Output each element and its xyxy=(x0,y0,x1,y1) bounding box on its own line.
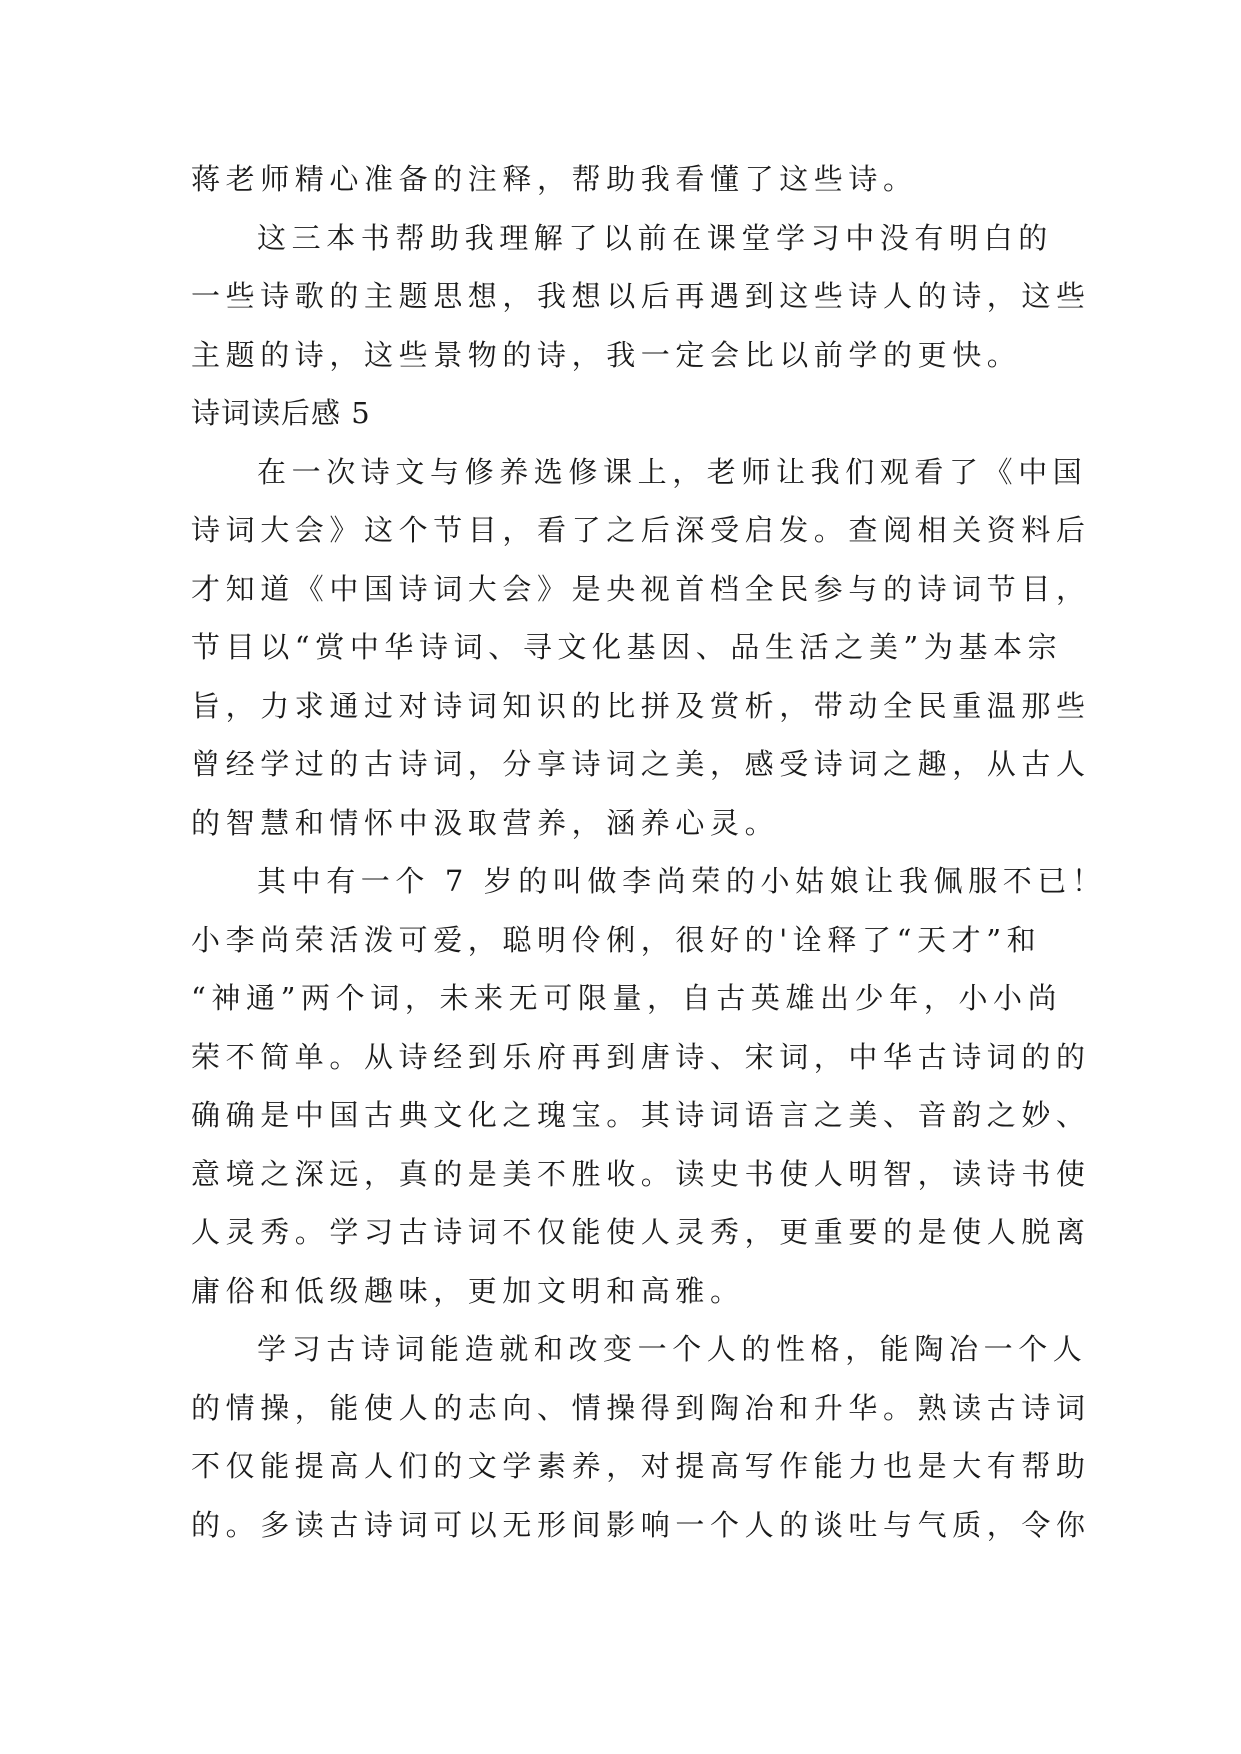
text-line: 确确是中国古典文化之瑰宝。其诗词语言之美、音韵之妙、 xyxy=(191,1098,1091,1132)
section-heading: 诗词读后感 5 xyxy=(191,396,371,430)
text-line: “神通”两个词，未来无可限量，自古英雄出少年，小小尚 xyxy=(191,981,1063,1015)
text-line: 的情操，能使人的志向、情操得到陶冶和升华。熟读古诗词 xyxy=(191,1390,1091,1425)
paragraph-start-line: 学习古诗词能造就和改变一个人的性格，能陶冶一个人 xyxy=(257,1332,1088,1366)
paragraph-start-line: 在一次诗文与修养选修课上，老师让我们观看了《中国 xyxy=(257,454,1088,489)
text-line: 不仅能提高人们的文学素养，对提高写作能力也是大有帮助 xyxy=(191,1449,1091,1483)
text-line: 节目以“赏中华诗词、寻文化基因、品生活之美”为基本宗 xyxy=(191,630,1063,664)
paragraph-start-line: 这三本书帮助我理解了以前在课堂学习中没有明白的 xyxy=(257,220,1053,255)
text-line: 庸俗和低级趣味，更加文明和高雅。 xyxy=(191,1273,745,1308)
text-line: 一些诗歌的主题思想，我想以后再遇到这些诗人的诗，这些 xyxy=(191,279,1091,313)
document-body xyxy=(191,150,1107,1554)
text-line: 荣不简单。从诗经到乐府再到唐诗、宋词，中华古诗词的的 xyxy=(191,1039,1091,1074)
text-line: 意境之深远，真的是美不胜收。读史书使人明智，读诗书使 xyxy=(191,1156,1091,1191)
paragraph-start-line: 其中有一个 7 岁的叫做李尚荣的小姑娘让我佩服不已！ xyxy=(257,864,1107,898)
text-line: 小李尚荣活泼可爱，聪明伶俐，很好的'诠释了“天才”和 xyxy=(191,922,1042,957)
text-line: 诗词大会》这个节目，看了之后深受启发。查阅相关资料后 xyxy=(191,513,1091,547)
text-line: 旨，力求通过对诗词知识的比拼及赏析，带动全民重温那些 xyxy=(191,688,1091,723)
text-line: 的。多读古诗词可以无形间影响一个人的谈吐与气质，令你 xyxy=(191,1507,1091,1542)
text-line: 蒋老师精心准备的注释，帮助我看懂了这些诗。 xyxy=(191,162,918,196)
text-line: 曾经学过的古诗词，分享诗词之美，感受诗词之趣，从古人 xyxy=(191,747,1091,781)
text-line: 人灵秀。学习古诗词不仅能使人灵秀，更重要的是使人脱离 xyxy=(191,1215,1091,1249)
text-line: 的智慧和情怀中汲取营养，涵养心灵。 xyxy=(191,805,780,840)
text-line: 才知道《中国诗词大会》是央视首档全民参与的诗词节目， xyxy=(191,571,1091,606)
text-line: 主题的诗，这些景物的诗，我一定会比以前学的更快。 xyxy=(191,337,1022,372)
